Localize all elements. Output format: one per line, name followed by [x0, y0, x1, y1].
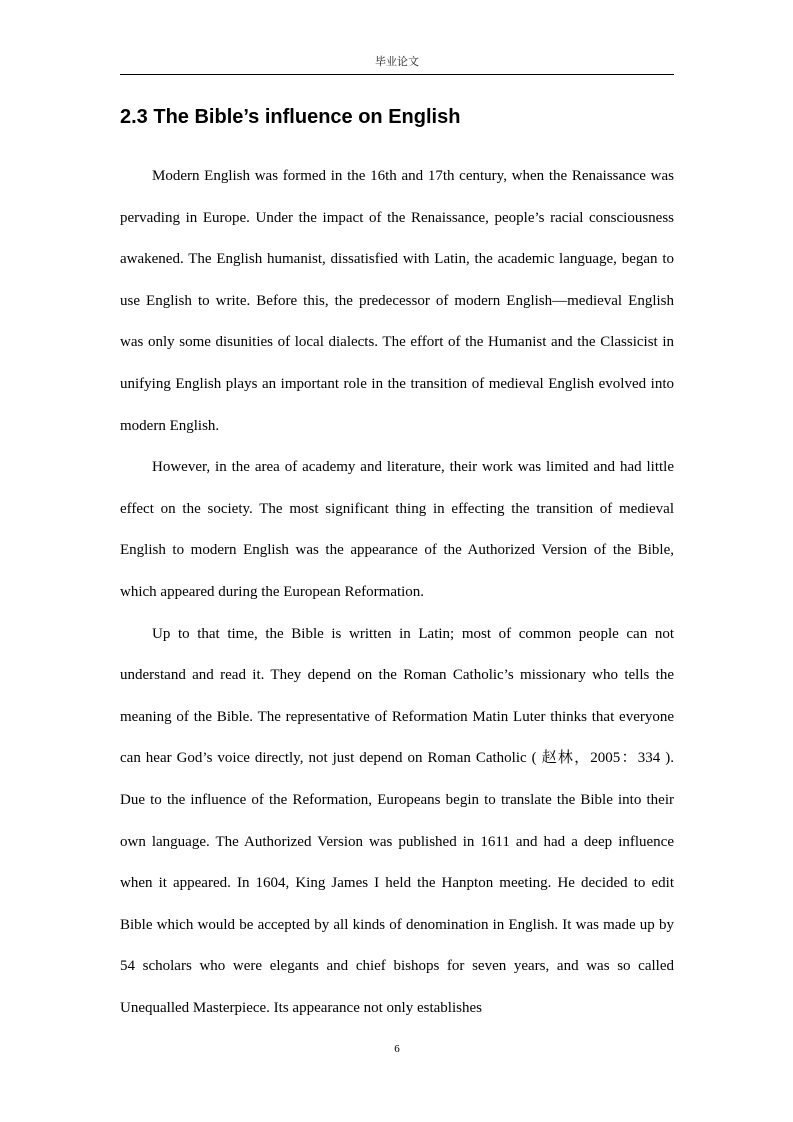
header-divider [120, 74, 674, 75]
section-heading: 2.3 The Bible’s influence on English [120, 106, 461, 128]
body-text [120, 156, 674, 1029]
page-number: 6 [394, 1043, 400, 1055]
paragraph-2: However, in the area of academy and literature, their work was limited and had little effect on the society. The most significant thing in effecting the transition of medieval English to modern English was the appearance of the Authorized Version of the Bible, which appeared during the European Reformation. [120, 459, 674, 600]
paragraph-3: Up to that time, the Bible is written in Latin; most of common people can not understand and read it. They depend on the Roman Catholic’s missionary who tells the meaning of the Bible. The representative of Reformation Matin Luter thinks that everyone can hear God’s voice directly, not just depend on Roman Catholic ( 赵林，2005：334 ). Due to the influence of the Reformation, Europeans begin to translate the Bible into their own language. The Authorized Version was published in 1611 and had a deep influence when it appeared. In 1604, King James I held the Hanpton meeting. He decided to edit Bible which would be accepted by all kinds of denomination in English. It was made up by 54 scholars who were elegants and chief bishops for seven years, and was so called Unequalled Masterpiece. Its appearance not only establishes [120, 625, 674, 1016]
page-header-title: 毕业论文 [375, 55, 419, 68]
paragraph-1: Modern English was formed in the 16th and 17th century, when the Renaissance was pervading in Europe. Under the impact of the Renaissance, people’s racial consciousness awakened. The English humanist, dissatisfied with Latin, the academic language, began to use English to write. Before this, the predecessor of modern English—medieval English was only some disunities of local dialects. The effort of the Humanist and the Classicist in unifying English plays an important role in the transition of medieval English evolved into modern English. [120, 168, 674, 434]
